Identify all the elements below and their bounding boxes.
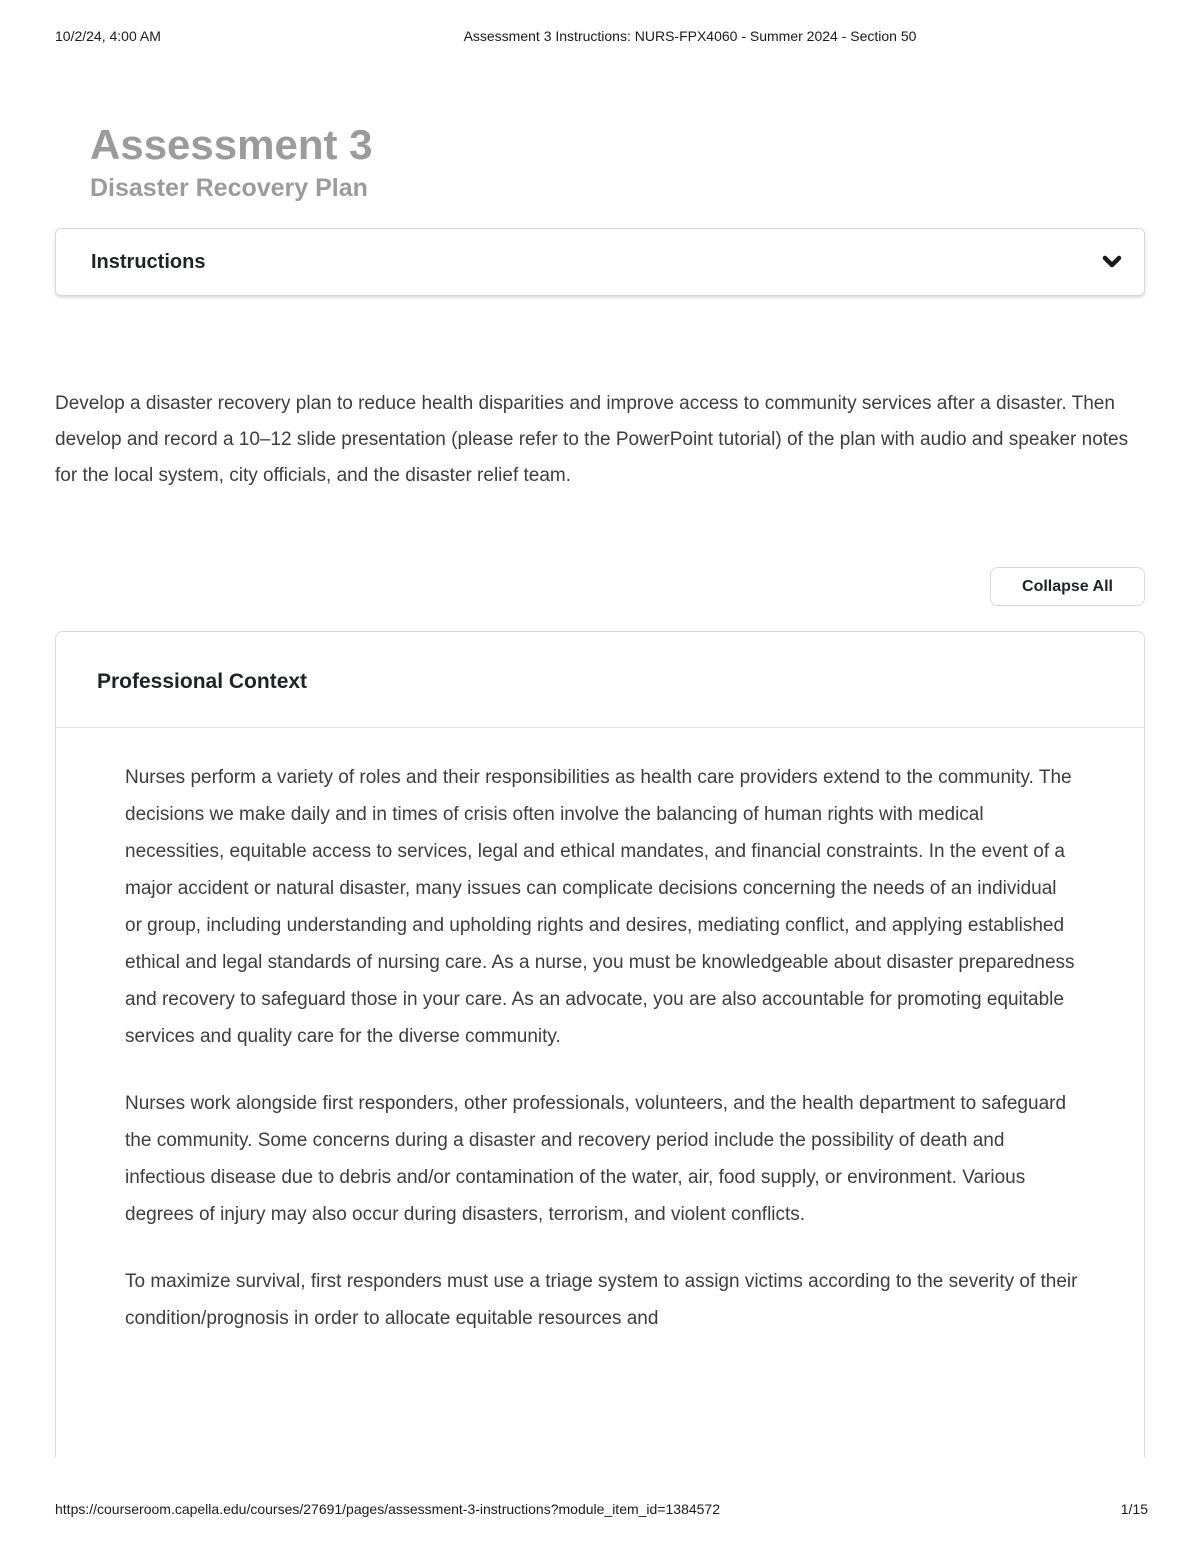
professional-context-card [55,631,1145,1457]
page-subtitle: Disaster Recovery Plan [90,174,368,202]
chevron-down-icon [1102,255,1122,269]
print-document-title: Assessment 3 Instructions: NURS-FPX4060 - Summer 2024 - Section 50 [463,28,917,44]
professional-context-paragraph: Nurses work alongside first responders, other professionals, volunteers, and the health department to safeguard the community. Some concerns during a disaster and recovery period include the possibility of death and infectious disease due to debris and/or contamination of the water, air, food supply, or environment. Various degrees of injury may also occur during disasters, terrorism, and violent conflicts. [125,1093,1067,1225]
professional-context-paragraph: Nurses perform a variety of roles and their responsibilities as health care providers extend to the community. The decisions we make daily and in times of crisis often involve the balancing of human rights with medical necessities, equitable access to services, legal and ethical mandates, and financial constraints. In the event of a major accident or natural disaster, many issues can complicate decisions concerning the needs of an individual or group, including understanding and upholding rights and desires, mediating conflict, and applying established ethical and legal standards of nursing care. As a nurse, you must be knowledgeable about disaster preparedness and recovery to safeguard those in your care. As an advocate, you are also accountable for promoting equitable services and quality care for the diverse community. [125,767,1075,1047]
print-timestamp: 10/2/24, 4:00 AM [55,28,161,44]
print-footer [55,1501,1148,1517]
collapse-all-button[interactable]: Collapse All [990,567,1145,606]
assessment-intro-paragraph: Develop a disaster recovery plan to reduce health disparities and improve access to community services after a disaster. Then develop and record a 10–12 slide presentation (please refer to the PowerPoint tutorial) of the plan with audio and speaker notes for the local system, city officials, and the disaster relief team. [55,393,1129,486]
print-footer-url: https://courseroom.capella.edu/courses/27691/pages/assessment-3-instructions?module_item_id=1384572 [55,1501,721,1517]
professional-context-card-header [56,632,1144,728]
instructions-accordion-toggle[interactable] [55,228,1145,296]
professional-context-title: Professional Context [97,670,308,693]
instructions-accordion-label: Instructions [91,250,206,273]
professional-context-paragraph: To maximize survival, first responders must use a triage system to assign victims according to the severity of their condition/prognosis in order to allocate equitable resources and [125,1271,1078,1329]
page-content [55,0,1145,1457]
page-title: Assessment 3 [90,121,373,168]
print-footer-page-indicator: 1/15 [1120,1501,1148,1517]
accordion-toolbar [55,567,1145,606]
professional-context-card-body [56,728,1144,1337]
